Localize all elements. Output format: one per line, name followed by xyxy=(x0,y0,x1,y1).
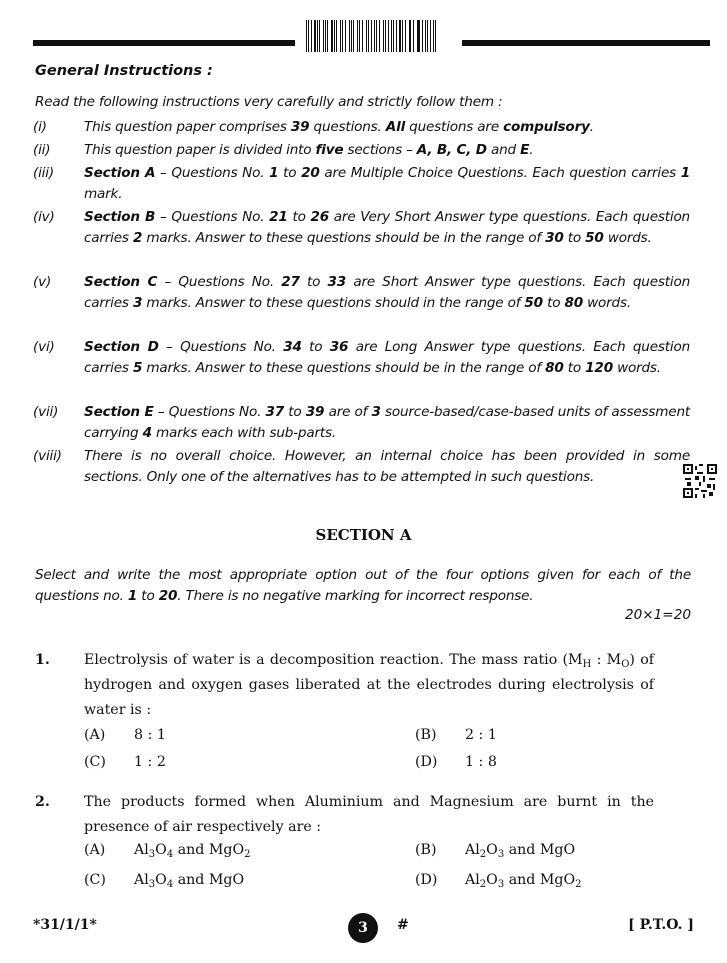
option-label: (A) xyxy=(84,727,106,743)
option-b xyxy=(415,727,497,743)
instruction-text: This question paper is divided into five sections – A, B, C, D and E. xyxy=(84,142,534,158)
general-instructions-intro: Read the following instructions very carefully and strictly follow them : xyxy=(35,94,503,110)
instruction-text: Section D – Questions No. 34 to 36 are Long Answer type questions. Each question carries 5 marks. Answer to these questions should be in the range of 80 to 120 words. xyxy=(84,339,690,376)
option-label: (B) xyxy=(415,727,437,743)
instruction-text: Section E – Questions No. 37 to 39 are of 3 source-based/case-based units of assessment carrying 4 marks each with sub-parts. xyxy=(84,404,691,441)
option-text: 1 : 8 xyxy=(465,754,497,770)
header-rule-right xyxy=(462,40,710,46)
footer-symbol: # xyxy=(397,917,409,933)
instruction-number: (iii) xyxy=(33,165,54,181)
option-label: (B) xyxy=(415,842,437,858)
option-label: (D) xyxy=(415,754,438,770)
option-label: (D) xyxy=(415,872,438,888)
general-instructions-title: General Instructions : xyxy=(35,63,213,79)
instruction-text: There is no overall choice. However, an internal choice has been provided in some sections. Only one of the alternatives has to be attempted in such questions. xyxy=(84,448,690,485)
instruction-number: (v) xyxy=(33,274,52,290)
page-number: 3 xyxy=(348,913,378,943)
option-label: (C) xyxy=(84,872,106,888)
header-rule-left xyxy=(33,40,295,46)
option-text: $Al_3O_4$ and MgO$_2$ xyxy=(134,842,251,860)
option-text: $Al_2O_3$ and MgO xyxy=(465,842,576,860)
section-a-marks: 20×1=20 xyxy=(624,607,691,623)
option-text: $Al_3O_4$ and MgO xyxy=(134,872,245,890)
section-a-instructions: Select and write the most appropriate option out of the four options given for each of the questions no. 1 to 20. There is no negative marking for incorrect response. xyxy=(35,567,691,604)
question-text: Electrolysis of water is a decomposition reaction. The mass ratio ($M_H$ : $M_O$) of hydrogen and oxygen gases liberated at the electrodes during electrolysis of water is : xyxy=(84,652,655,718)
option-c xyxy=(84,872,244,888)
instruction-number: (iv) xyxy=(33,209,55,225)
option-text: 8 : 1 xyxy=(134,727,166,743)
option-a xyxy=(84,727,166,743)
barcode xyxy=(306,20,438,52)
instruction-number: (i) xyxy=(33,119,47,135)
option-d xyxy=(415,754,497,770)
option-text: $Al_2O_3$ and MgO$_2$ xyxy=(465,872,582,890)
qr-code xyxy=(683,464,717,498)
question-number: 1. xyxy=(35,652,50,668)
instruction-text: Section B – Questions No. 21 to 26 are Very Short Answer type questions. Each question carries 2 marks. Answer to these questions should be in the range of 30 to 50 words. xyxy=(84,209,690,246)
question-text: The products formed when Aluminium and Magnesium are burnt in the presence of air respectively are : xyxy=(84,794,654,835)
option-d xyxy=(415,872,582,888)
paper-code: *31/1/1* xyxy=(33,917,97,933)
option-label: (C) xyxy=(84,754,106,770)
instruction-text: Section A – Questions No. 1 to 20 are Multiple Choice Questions. Each question carries 1 mark. xyxy=(84,165,691,202)
option-text: 2 : 1 xyxy=(465,727,497,743)
option-label: (A) xyxy=(84,842,106,858)
instruction-number: (viii) xyxy=(33,448,62,464)
instruction-number: (vi) xyxy=(33,339,55,355)
option-c xyxy=(84,754,166,770)
pto-label: [ P.T.O. ] xyxy=(628,917,694,933)
option-b xyxy=(415,842,575,858)
instruction-number: (vii) xyxy=(33,404,59,420)
instruction-text: This question paper comprises 39 questions. All questions are compulsory. xyxy=(84,119,594,135)
section-a-title: SECTION A xyxy=(315,526,412,544)
instruction-text: Section C – Questions No. 27 to 33 are Short Answer type questions. Each question carries 3 marks. Answer to these questions should in the range of 50 to 80 words. xyxy=(84,274,690,311)
instruction-number: (ii) xyxy=(33,142,51,158)
question-number: 2. xyxy=(35,794,50,810)
option-a xyxy=(84,842,251,858)
option-text: 1 : 2 xyxy=(134,754,166,770)
